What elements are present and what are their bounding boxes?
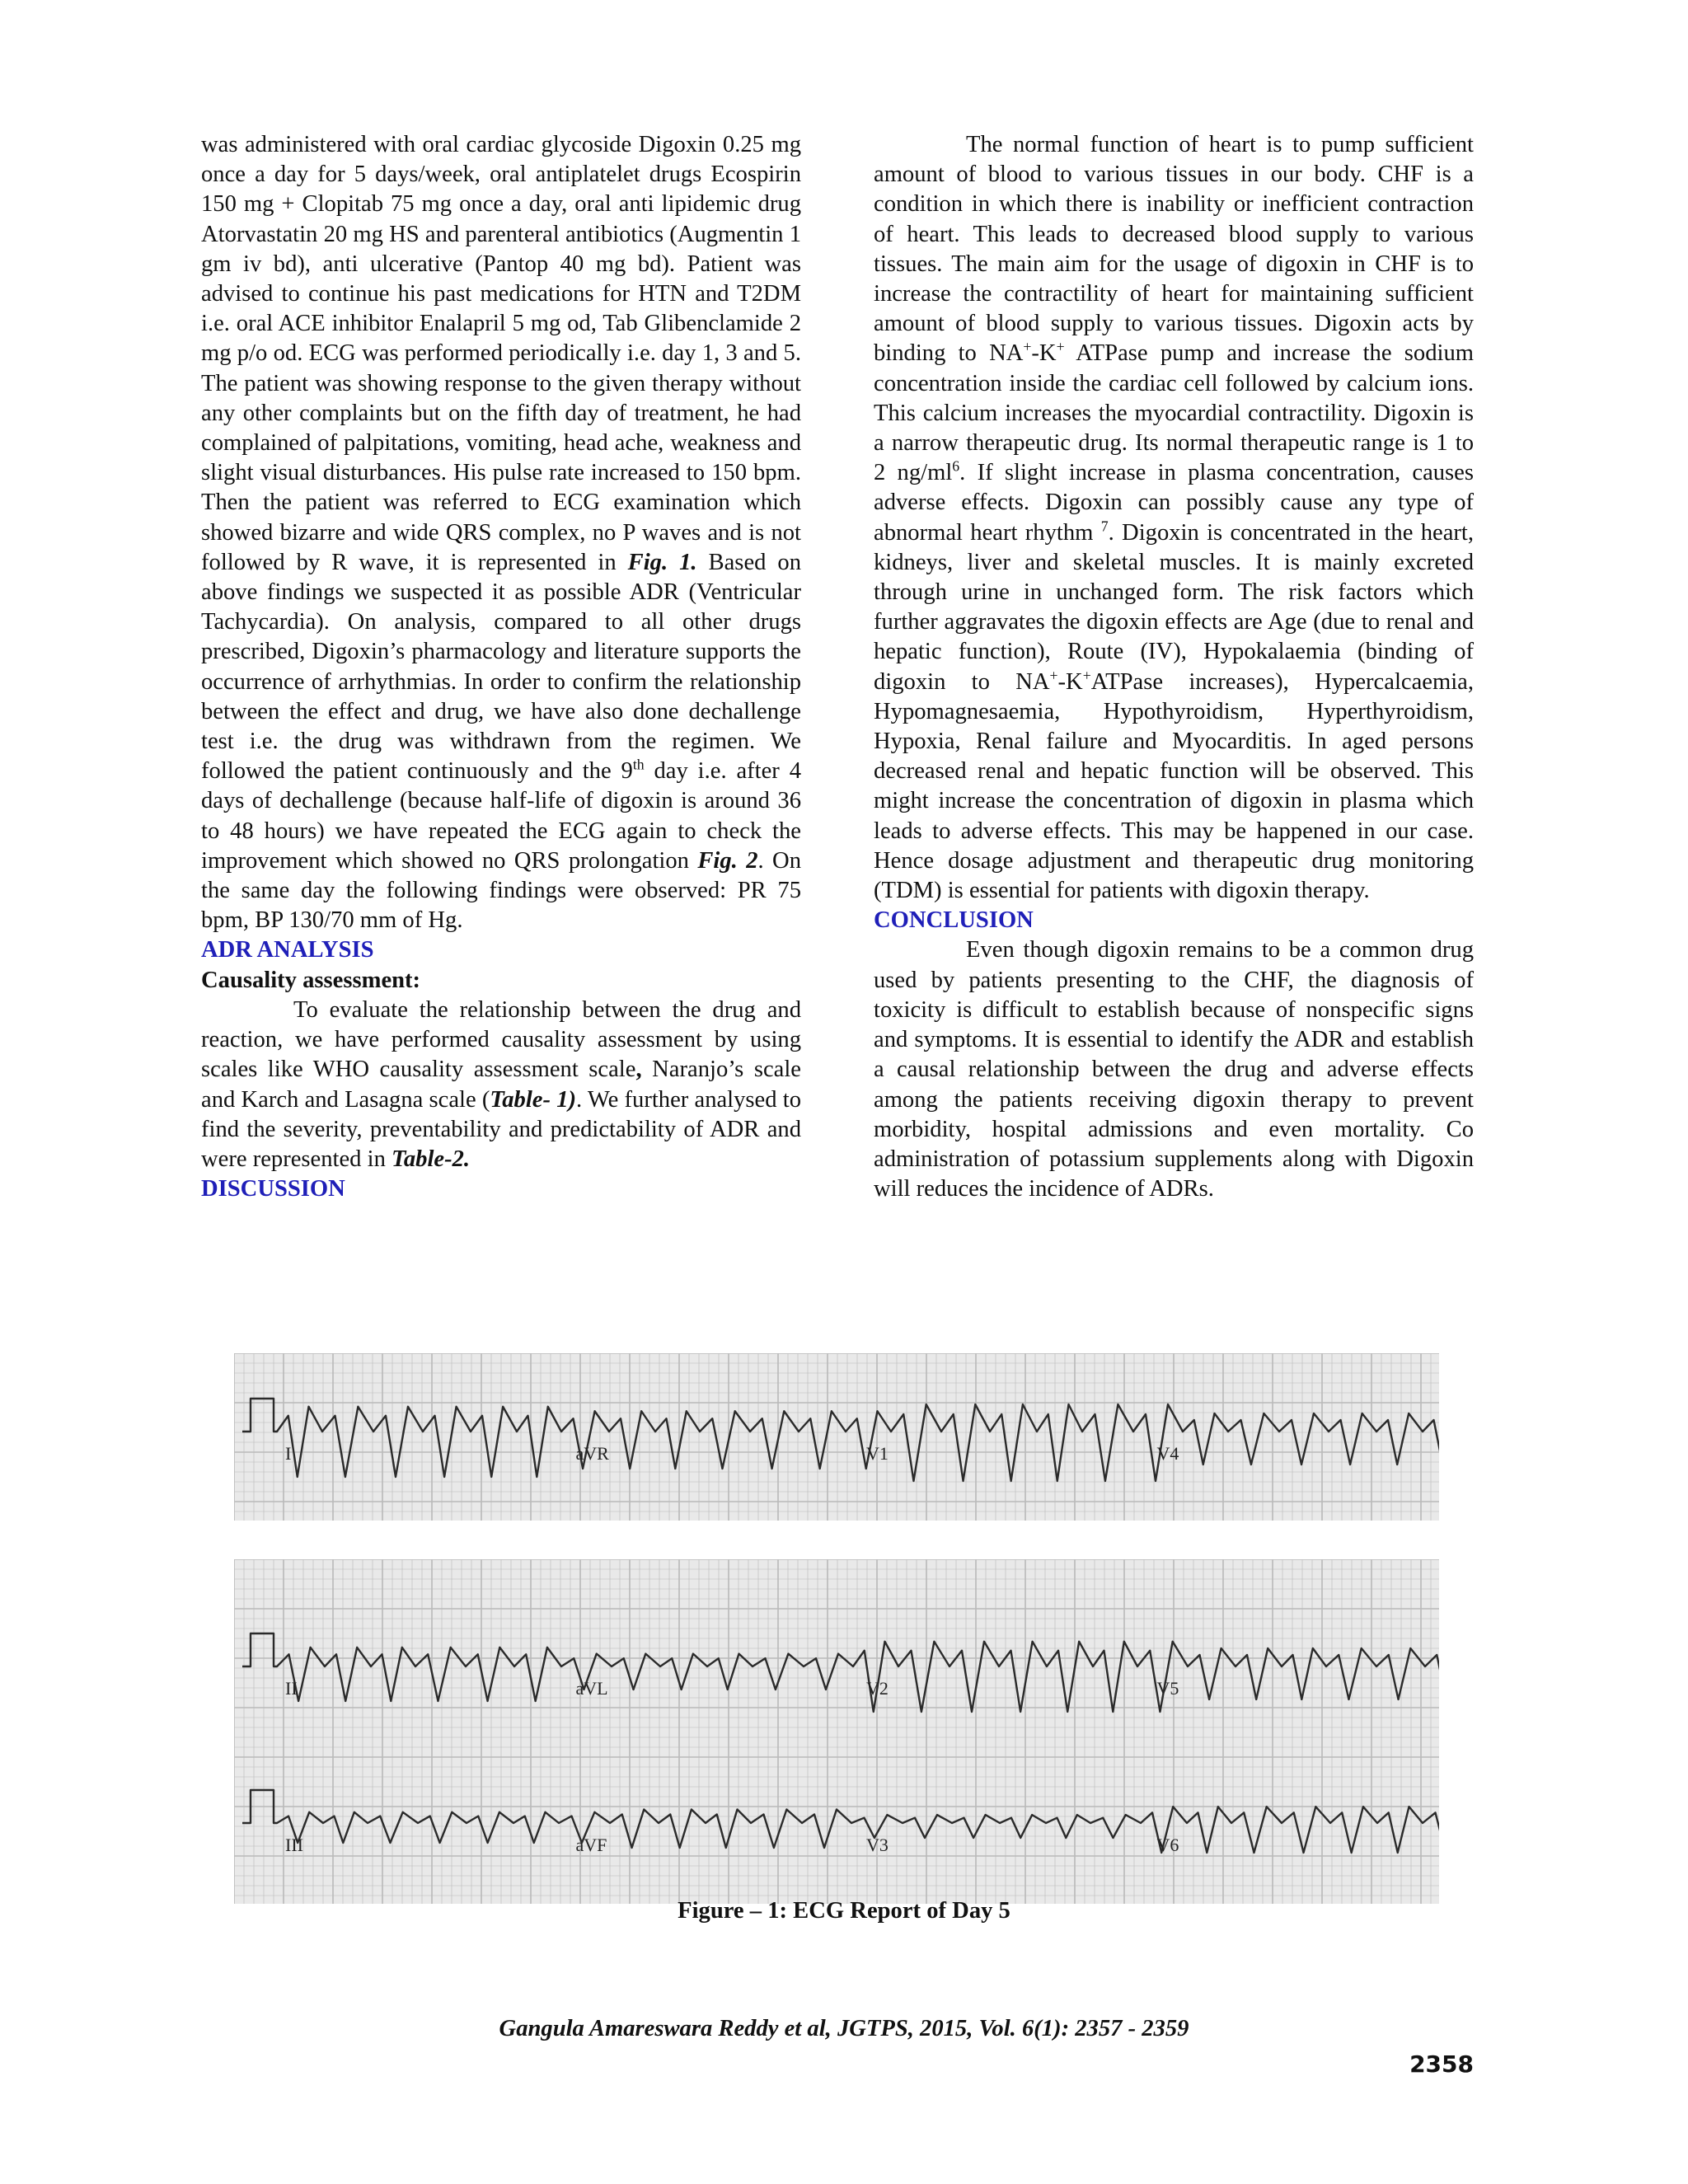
- citation-superscript-7: 7: [1100, 518, 1109, 535]
- right-paragraph-1: [874, 130, 1474, 906]
- left-para2b-text: Naranjo’s scale and Karch and Lasagna scale (: [201, 1057, 801, 1113]
- caption-text: : ECG Report of Day 5: [779, 1898, 1010, 1924]
- right-paragraph-2: Even though digoxin remains to be a common drug used by patients presenting to the CHF, the diagnosis of toxicity is difficult to establish because of nonspecific signs and symptoms. It is essential to identify the ADR and establish a causal relationship between the drug and adverse effects among the patients receiving digoxin therapy to prevent morbidity, hospital admissions and even mortality. Co administration of potassium supplements along with Digoxin will reduces the incidence of ADRs.: [874, 937, 1474, 1202]
- superscript-plus: +: [1082, 667, 1091, 684]
- ecg-lead-label: II: [285, 1678, 298, 1699]
- right-para1a-text: The normal function of heart is to pump sufficient amount of blood to various tissues in our body. CHF is a condition in which there is inability or inefficient contraction of heart. This leads to decreased blood supply to various tissues. The main aim for the usage of digoxin in CHF is to increase the contractility of heart for maintaining sufficient amount of blood supply to various tissues. Digoxin acts by binding to NA: [874, 132, 1474, 367]
- right-para1d-text: . Digoxin is concentrated in the heart, kidneys, liver and skeletal muscles. It is mainly excreted through urine in unchanged form. The risk factors which further aggravates the digoxin effects are Age (due to renal and hepatic function), Route (IV), Hypokalaemia (binding of digoxin to NA: [874, 519, 1474, 695]
- ecg-lead-label: V5: [1156, 1678, 1179, 1699]
- ecg-lead-label: aVL: [575, 1678, 608, 1699]
- conclusion-heading: CONCLUSION: [874, 907, 1034, 934]
- discussion-heading: DISCUSSION: [201, 1176, 345, 1202]
- left-paragraph-2: [201, 996, 801, 1174]
- fig1-reference: Fig. 1.: [627, 549, 697, 575]
- bold-comma: ,: [635, 1057, 642, 1083]
- ecg-lead-label: V2: [866, 1678, 889, 1699]
- left-para1d-text: . On the same day the following findings were observed: PR 75 bpm, BP 130/70 mm of Hg.: [201, 847, 801, 934]
- left-para1c-text: day i.e. after 4 days of dechallenge (because half-life of digoxin is around 36 to 48 hours) we have repeated the ECG again to check the improvement which showed no QRS prolongation: [201, 758, 801, 874]
- superscript-plus: +: [1023, 338, 1032, 355]
- footer-citation: Gangula Amareswara Reddy et al, JGTPS, 2015, Vol. 6(1): 2357 - 2359: [499, 2016, 1189, 2041]
- superscript-th: th: [632, 756, 645, 773]
- left-para1-text: was administered with oral cardiac glycoside Digoxin 0.25 mg once a day for 5 days/week, oral antiplatelet drugs Ecospirin 150 mg + Clopitab 75 mg once a day, oral anti lipidemic drug Atorvastatin 20 mg HS and parenteral antibiotics (Augmentin 1 gm iv bd), anti ulcerative (Pantop 40 mg bd). Patient was advised to continue his past medications for HTN and T2DM i.e. oral ACE inhibitor Enalapril 5 mg od, Tab Glibenclamide 2 mg p/o od. ECG was performed periodically i.e. day 1, 3 and 5. The patient was showing response to the given therapy without any other complaints but on the fifth day of treatment, he had complained of palpitations, vomiting, head ache, weakness and slight visual disturbances. His pulse rate increased to 150 bpm. Then the patient was referred to ECG examination which showed bizarre and wide QRS complex, no P waves and is not followed by R wave, it is represented in: [201, 132, 801, 575]
- right-column: [874, 130, 1474, 1204]
- superscript-plus: +: [1049, 667, 1058, 684]
- table2-reference: Table-2.: [392, 1146, 471, 1172]
- caption-label: Figure – 1: [678, 1898, 780, 1924]
- ecg-lead-label: aVF: [575, 1835, 607, 1855]
- left-para2c-text: . We further analysed to find the severity, preventability and predictability of ADR and were represented in: [201, 1086, 801, 1172]
- ecg-strip-top: [234, 1353, 1439, 1521]
- ecg-lead-label: V6: [1156, 1835, 1179, 1855]
- ecg-lead-label: V3: [866, 1835, 889, 1855]
- causality-assessment-heading: Causality assessment:: [201, 967, 421, 993]
- citation-superscript-6: 6: [952, 457, 960, 475]
- ecg-image-top: [234, 1353, 1439, 1521]
- superscript-plus: +: [1056, 338, 1065, 355]
- left-para1b-text: Based on above findings we suspected it as possible ADR (Ventricular Tachycardia). On analysis, compared to all other drugs prescribed, Digoxin’s pharmacology and literature supports the occurrence of arrhythmias. In order to confirm the relationship between the effect and drug, we have also done dechallenge test i.e. the drug was withdrawn from the regimen. We followed the patient continuously and the 9: [201, 549, 802, 785]
- ecg-lead-label: V1: [866, 1443, 889, 1464]
- figure-caption: [0, 1898, 1688, 1924]
- fig2-reference: Fig. 2: [697, 847, 758, 874]
- ecg-strip-bottom: [234, 1559, 1439, 1904]
- left-paragraph-1: [201, 130, 801, 935]
- adr-analysis-heading: ADR ANALYSIS: [201, 937, 374, 963]
- ecg-lead-label: I: [285, 1443, 292, 1464]
- ecg-lead-label: V4: [1156, 1443, 1179, 1464]
- k-text: -K: [1057, 668, 1083, 695]
- right-para1e-text: ATPase increases), Hypercalcaemia, Hypomagnesaemia, Hypothyroidism, Hyperthyroidism, Hypoxia, Renal failure and Myocarditis. In aged persons decreased renal and hepatic function will be observed. This might increase the concentration of digoxin in plasma which leads to adverse effects. This may be happened in our case. Hence dosage adjustment and therapeutic drug monitoring (TDM) is essential for patients with digoxin therapy.: [874, 668, 1474, 904]
- ecg-image-bottom: [234, 1559, 1439, 1904]
- k-text: -K: [1031, 340, 1057, 367]
- left-para2a-text: To evaluate the relationship between the drug and reaction, we have performed causality assessment by using scales like WHO causality assessment scale: [201, 996, 801, 1083]
- left-column: [201, 130, 801, 1204]
- table1-reference: Table- 1): [490, 1086, 577, 1113]
- page-number: 2358: [1409, 2050, 1474, 2078]
- right-para1c-text: . If slight increase in plasma concentration, causes adverse effects. Digoxin can possibly cause any type of abnormal heart rhythm: [874, 460, 1475, 546]
- right-para1b-text: ATPase pump and increase the sodium concentration inside the cardiac cell followed by calcium ions. This calcium increases the myocardial contractility. Digoxin is a narrow therapeutic drug. Its normal therapeutic range is 1 to 2 ng/ml: [874, 340, 1474, 486]
- ecg-lead-label: III: [285, 1835, 303, 1855]
- ecg-lead-label: aVR: [575, 1443, 609, 1464]
